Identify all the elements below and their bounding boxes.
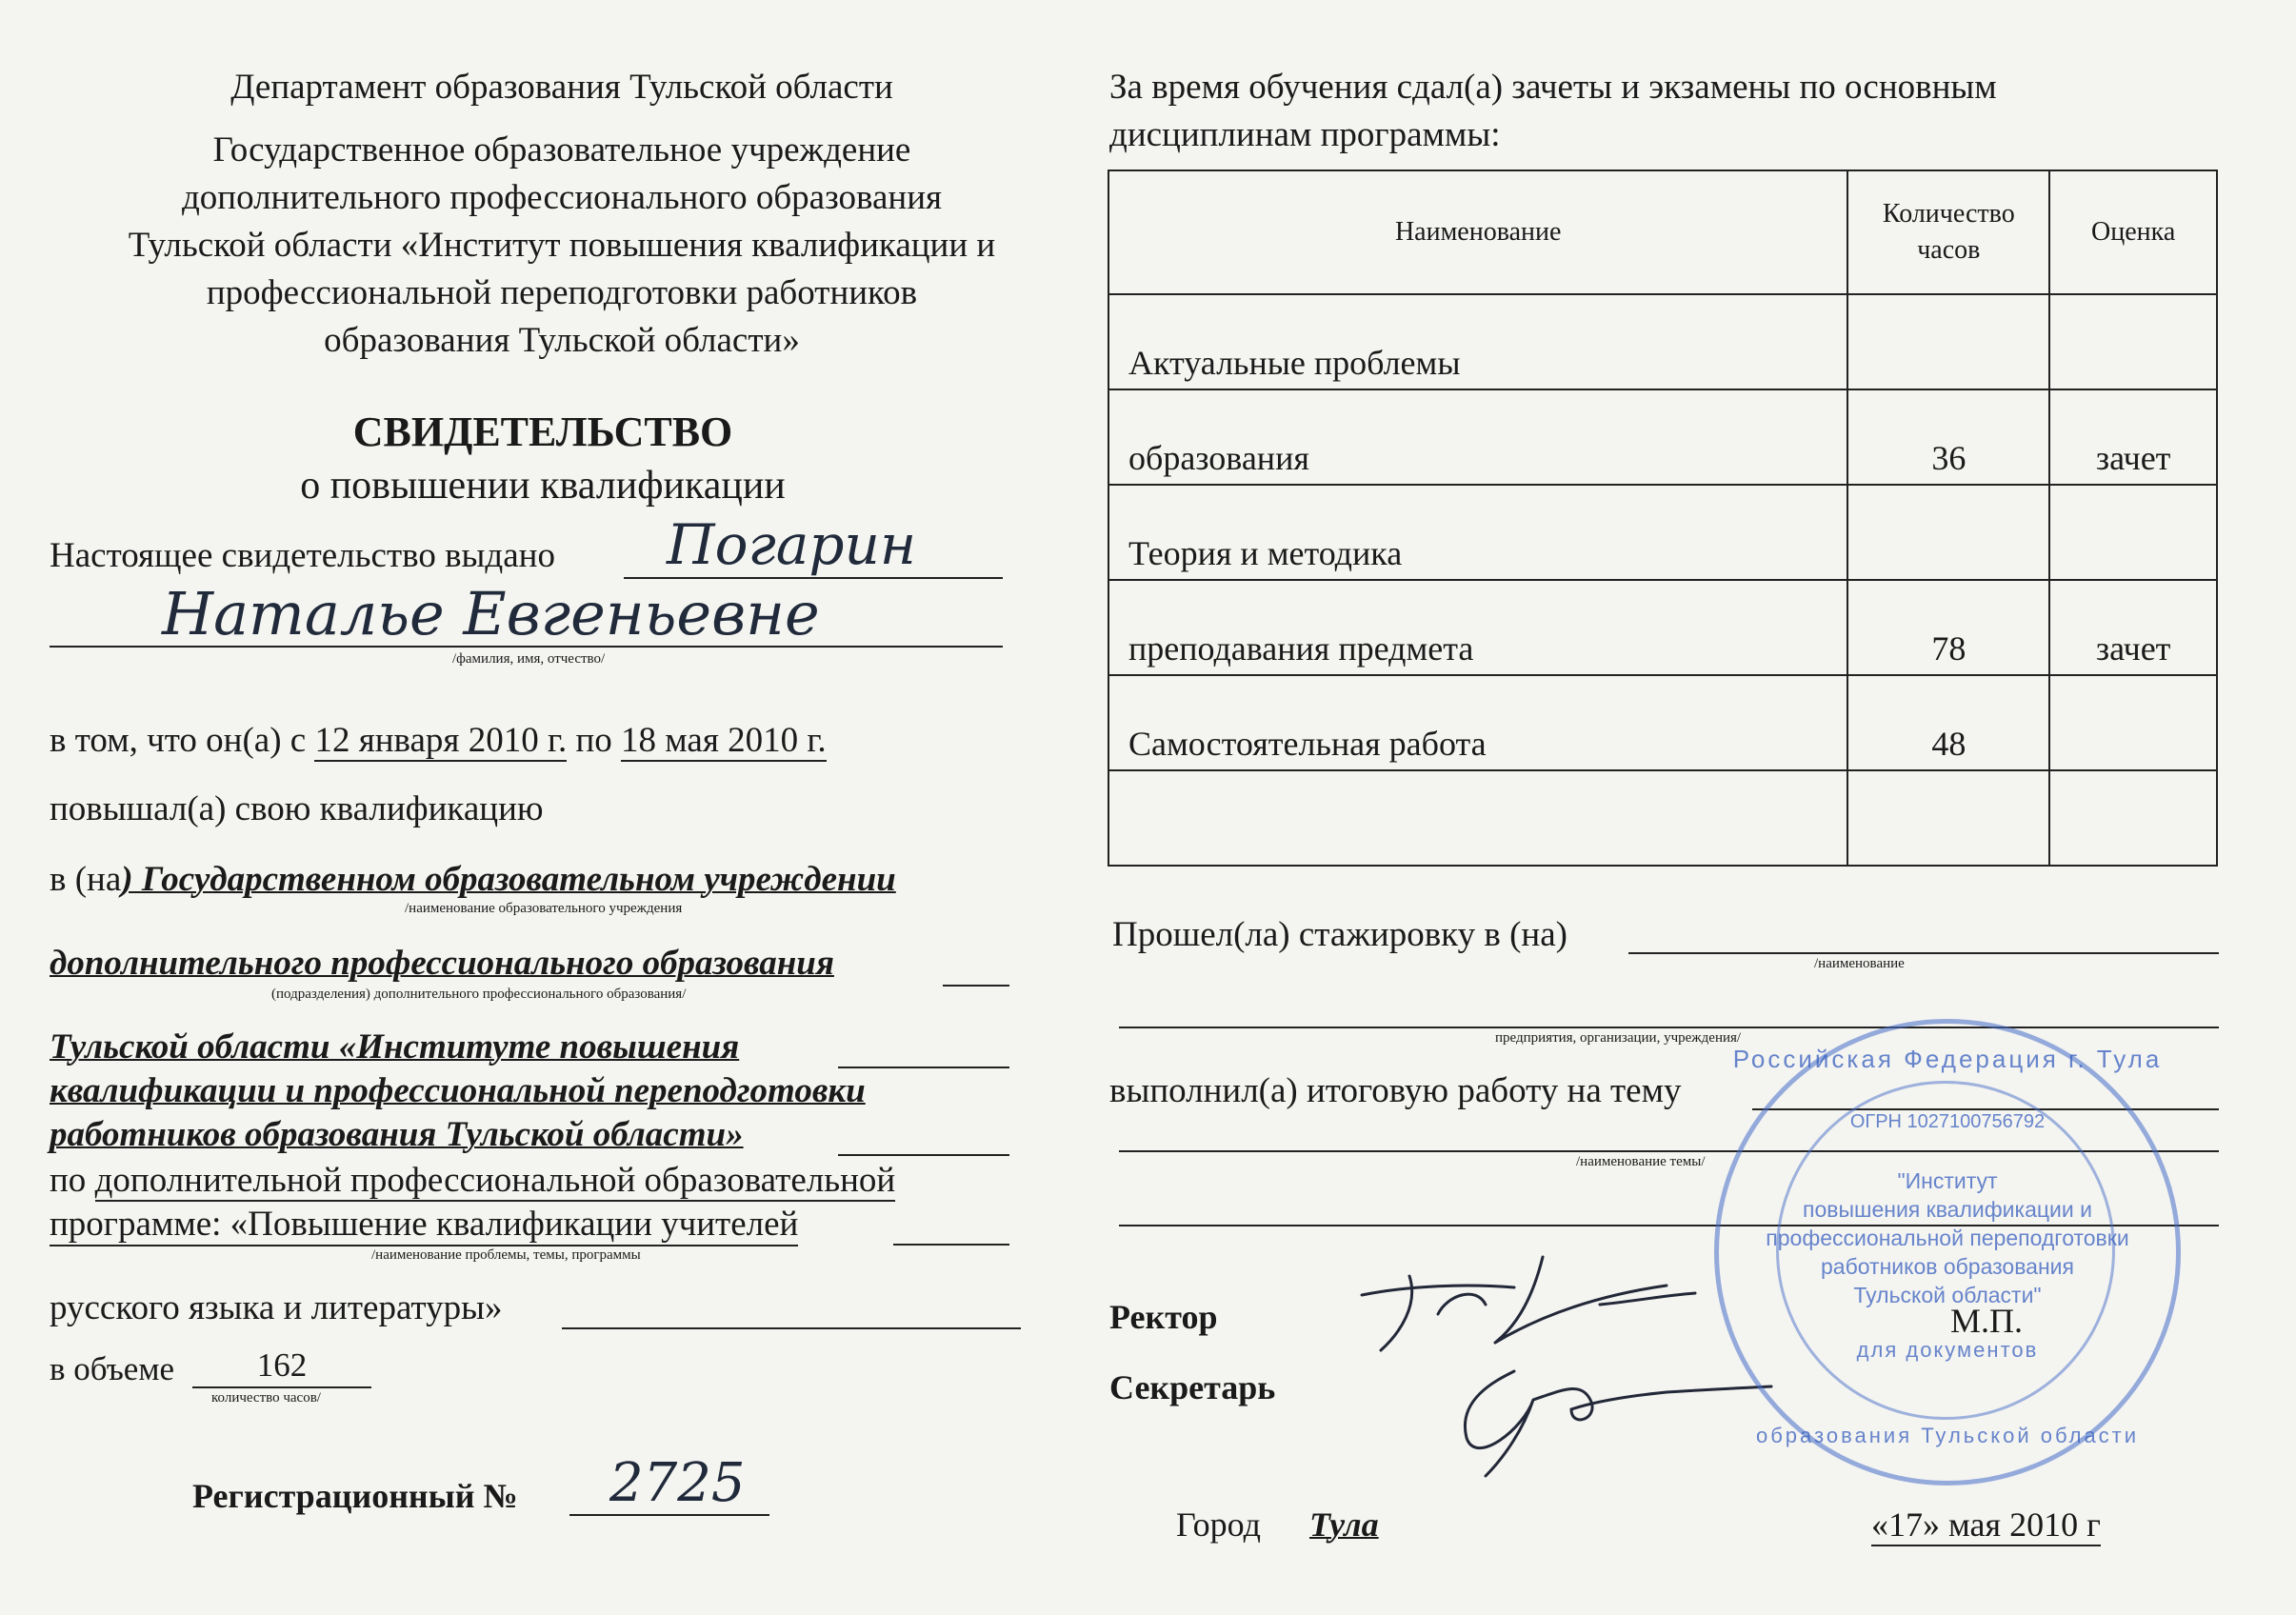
registration-line [569, 1514, 769, 1516]
name-hint: /фамилия, имя, отчество/ [452, 651, 606, 667]
organization-line-5-tail [838, 1154, 1009, 1156]
department-name: Департамент образования Тульской области [230, 68, 893, 107]
volume-value: 162 [256, 1346, 308, 1384]
secretary-label: Секретарь [1109, 1368, 1276, 1406]
internship-line [1628, 952, 2219, 954]
stamp-outer-bottom: образования Тульской области [1755, 1424, 2140, 1447]
table-row [1108, 770, 2217, 866]
exams-intro-1: За время обучения сдал(а) зачеты и экзамены по основным [1109, 68, 1997, 107]
stamp-institution: "Институт повышения квалификации и профессиональной переподготовки работников образования Тульской области" [1766, 1168, 2129, 1307]
exams-intro-2: дисциплинам программы: [1109, 115, 1501, 154]
organization-line-4: квалификации и профессиональной переподготовки [50, 1071, 866, 1110]
header-grade: Оценка [2049, 170, 2217, 294]
table-header [1108, 170, 2217, 294]
disciplines-table [1108, 169, 2218, 867]
organization-line-2-tail [943, 985, 1009, 987]
rector-label: Ректор [1109, 1298, 1218, 1336]
table-row: Актуальные проблемы [1108, 294, 2217, 389]
volume-hint: количество часов/ [211, 1390, 321, 1406]
table-row: Теория и методика [1108, 485, 2217, 580]
final-work-label: выполнил(а) итоговую работу на тему [1109, 1071, 1682, 1110]
internship-line-2 [1119, 1027, 2219, 1028]
volume-line [192, 1386, 371, 1388]
program-line-3-tail [562, 1327, 1021, 1329]
final-work-hint: /наименование темы/ [1576, 1154, 1706, 1169]
table-row: преподавания предмета 78 зачет [1108, 580, 2217, 675]
program-line-3: русского языка и литературы» [50, 1288, 503, 1327]
organization-line-2: дополнительного профессионального образования [50, 944, 834, 983]
qualified-label: повышал(а) свою квалификацию [50, 789, 544, 828]
internship-hint-1: /наименование [1814, 956, 1905, 971]
organization-hint-1: /наименование образовательного учреждения [405, 901, 683, 916]
stamp-ogrn: ОГРН 1027100756792 [1849, 1111, 2046, 1132]
date-from: 12 января 2010 г. [314, 721, 568, 760]
header-hours: Количество часов [1847, 170, 2049, 294]
seal-label: М.П. [1950, 1302, 2024, 1340]
date-to: 18 мая 2010 г. [621, 721, 827, 760]
official-stamp [1714, 1019, 2181, 1485]
header-name: Наименование [1108, 170, 1847, 294]
study-period: в том, что он(а) с 12 января 2010 г. по 18 мая 2010 г. [50, 721, 827, 760]
registration-label: Регистрационный № [192, 1477, 518, 1515]
stamp-bottom: для документов [1856, 1338, 2039, 1362]
organization-line-1: в (на) Государственном образовательном учреждении [50, 860, 896, 899]
recipient-name: Наталье Евгеньевне [162, 579, 820, 648]
organization-hint-2: (подразделения) дополнительного профессионального образования/ [271, 987, 687, 1002]
organization-line-5: работников образования Тульской области» [50, 1115, 744, 1154]
city-value: Тула [1309, 1505, 1379, 1544]
table-row: образования 36 зачет [1108, 389, 2217, 485]
issue-date: «17» мая 2010 г [1871, 1505, 2101, 1546]
document-subtitle: о повышении квалификации [300, 464, 786, 508]
document-title: СВИДЕТЕЛЬСТВО [352, 409, 733, 455]
organization-line-3-tail [838, 1067, 1009, 1068]
institution-name: Государственное образовательное учреждение дополнительного профессионального образования Тульской области «Институт повышения квалификации и профессиональной переподготовки работников образования Тульской области» [128, 130, 996, 360]
issued-label: Настоящее свидетельство выдано [50, 536, 555, 575]
organization-line-3: Тульской области «Институте повышения [50, 1027, 740, 1067]
table-row: Самостоятельная работа 48 [1108, 675, 2217, 770]
city-label: Город [1176, 1505, 1261, 1544]
program-line-1: по дополнительной профессиональной образовательной [50, 1161, 896, 1200]
registration-number: 2725 [609, 1452, 746, 1514]
program-line-2-tail [893, 1244, 1009, 1246]
recipient-surname: Погарин [667, 512, 917, 577]
volume-label: в объеме [50, 1350, 175, 1387]
stamp-outer-top: Российская Федерация г. Тула [1732, 1045, 2163, 1073]
internship-hint-2: предприятия, организации, учреждения/ [1495, 1030, 1742, 1046]
program-hint: /наименование проблемы, темы, программы [371, 1247, 641, 1263]
internship-label: Прошел(ла) стажировку в (на) [1112, 915, 1567, 954]
rector-signature [1362, 1257, 1695, 1350]
program-line-2: программе: «Повышение квалификации учителей [50, 1204, 798, 1246]
